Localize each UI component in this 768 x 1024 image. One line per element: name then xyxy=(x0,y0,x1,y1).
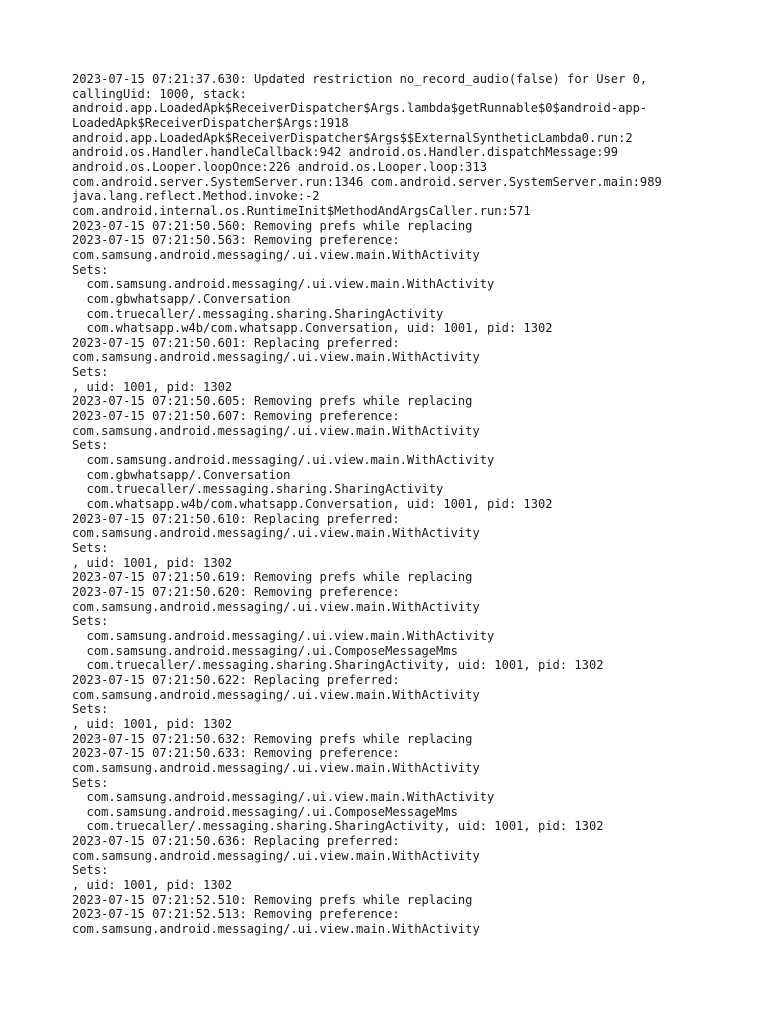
log-line: com.truecaller/.messaging.sharing.SharingActivity, uid: 1001, pid: 1302 xyxy=(72,658,604,673)
log-line: com.truecaller/.messaging.sharing.SharingActivity xyxy=(72,306,444,321)
log-line: , uid: 1001, pid: 1302 xyxy=(72,878,233,893)
log-line: Sets: xyxy=(72,863,109,878)
log-line: Sets: xyxy=(72,614,109,629)
log-line: com.samsung.android.messaging/.ui.view.main.WithActivity xyxy=(72,848,480,863)
log-line: android.os.Looper.loopOnce:226 android.os.Looper.loop:313 xyxy=(72,159,488,174)
log-line: com.samsung.android.messaging/.ui.view.main.WithActivity xyxy=(72,599,480,614)
log-line: com.whatsapp.w4b/com.whatsapp.Conversation, uid: 1001, pid: 1302 xyxy=(72,497,553,512)
log-line: com.gbwhatsapp/.Conversation xyxy=(72,291,291,306)
log-line: , uid: 1001, pid: 1302 xyxy=(72,555,233,570)
log-line: LoadedApk$ReceiverDispatcher$Args:1918 xyxy=(72,115,349,130)
log-line: android.app.LoadedApk$ReceiverDispatcher$Args$$ExternalSyntheticLambda0.run:2 xyxy=(72,130,633,145)
log-line: 2023-07-15 07:21:37.630: Updated restriction no_record_audio(false) for User 0, xyxy=(72,72,648,86)
log-line: com.samsung.android.messaging/.ui.view.main.WithActivity xyxy=(72,687,480,702)
log-line: Sets: xyxy=(72,541,109,555)
log-line: , uid: 1001, pid: 1302 xyxy=(72,379,233,394)
log-line: com.android.server.SystemServer.run:1346 com.android.server.SystemServer.main:989 xyxy=(72,174,662,189)
log-line: android.os.Handler.handleCallback:942 android.os.Handler.dispatchMessage:99 xyxy=(72,145,619,160)
log-line: java.lang.reflect.Method.invoke:-2 xyxy=(72,189,320,204)
log-line: com.samsung.android.messaging/.ui.view.main.WithActivity xyxy=(72,247,480,262)
log-line: , uid: 1001, pid: 1302 xyxy=(72,716,233,731)
log-line: 2023-07-15 07:21:50.632: Removing prefs while replacing xyxy=(72,731,473,746)
log-line: com.samsung.android.messaging/.ui.view.main.WithActivity xyxy=(72,628,495,643)
log-line: com.samsung.android.messaging/.ui.view.main.WithActivity xyxy=(72,526,480,541)
log-line: com.whatsapp.w4b/com.whatsapp.Conversation, uid: 1001, pid: 1302 xyxy=(72,321,553,336)
log-line: callingUid: 1000, stack: xyxy=(72,86,247,101)
log-line: 2023-07-15 07:21:50.560: Removing prefs while replacing xyxy=(72,218,473,233)
log-line: com.samsung.android.messaging/.ui.view.main.WithActivity xyxy=(72,760,480,775)
log-line: Sets: xyxy=(72,775,109,790)
log-line: com.samsung.android.messaging/.ui.view.main.WithActivity xyxy=(72,453,495,468)
log-line: com.samsung.android.messaging/.ui.view.main.WithActivity xyxy=(72,423,480,438)
log-line: 2023-07-15 07:21:50.619: Removing prefs while replacing xyxy=(72,570,473,585)
log-line: com.android.internal.os.RuntimeInit$MethodAndArgsCaller.run:571 xyxy=(72,203,531,218)
log-line: 2023-07-15 07:21:50.605: Removing prefs while replacing xyxy=(72,394,473,409)
log-line: com.samsung.android.messaging/.ui.ComposeMessageMms xyxy=(72,643,458,658)
log-line: com.samsung.android.messaging/.ui.ComposeMessageMms xyxy=(72,804,458,819)
log-line: com.samsung.android.messaging/.ui.view.main.WithActivity xyxy=(72,277,495,292)
log-line: 2023-07-15 07:21:50.563: Removing preference: xyxy=(72,233,400,248)
log-line: 2023-07-15 07:21:50.607: Removing preference: xyxy=(72,409,400,424)
log-line: Sets: xyxy=(72,438,109,453)
log-line: Sets: xyxy=(72,365,109,380)
log-line: com.samsung.android.messaging/.ui.view.main.WithActivity xyxy=(72,922,480,937)
log-line: 2023-07-15 07:21:50.601: Replacing preferred: xyxy=(72,335,400,350)
log-line: 2023-07-15 07:21:50.620: Removing preference: xyxy=(72,584,400,599)
log-line: 2023-07-15 07:21:50.636: Replacing preferred: xyxy=(72,834,400,849)
log-line: Sets: xyxy=(72,702,109,717)
log-line: com.truecaller/.messaging.sharing.SharingActivity xyxy=(72,482,444,497)
log-line: 2023-07-15 07:21:50.622: Replacing preferred: xyxy=(72,672,400,687)
log-line: 2023-07-15 07:21:52.510: Removing prefs while replacing xyxy=(72,892,473,907)
log-line: 2023-07-15 07:21:50.633: Removing preference: xyxy=(72,746,400,761)
log-line: com.truecaller/.messaging.sharing.SharingActivity, uid: 1001, pid: 1302 xyxy=(72,819,604,834)
log-line: com.samsung.android.messaging/.ui.view.main.WithActivity xyxy=(72,790,495,805)
log-line: android.app.LoadedApk$ReceiverDispatcher$Args.lambda$getRunnable$0$android-app- xyxy=(72,101,648,116)
log-line: Sets: xyxy=(72,262,109,277)
log-line: 2023-07-15 07:21:50.610: Replacing preferred: xyxy=(72,511,400,526)
log-line: com.samsung.android.messaging/.ui.view.main.WithActivity xyxy=(72,350,480,365)
log-line: 2023-07-15 07:21:52.513: Removing preference: xyxy=(72,907,400,922)
log-line: com.gbwhatsapp/.Conversation xyxy=(72,467,291,482)
log-document xyxy=(72,72,732,937)
